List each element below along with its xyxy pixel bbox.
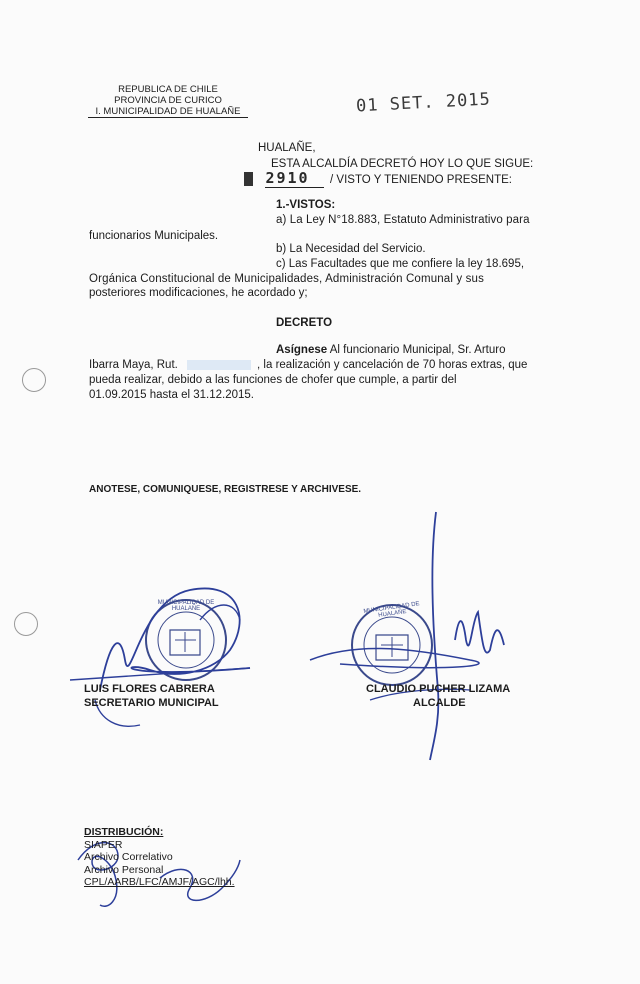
right-signer-name: CLAUDIO PUCHER LIZAMA (366, 683, 511, 695)
distribution-heading: DISTRIBUCIÓN: (84, 826, 164, 838)
visto-b: b) La Necesidad del Servicio. (276, 243, 426, 255)
decreto-line4: 01.09.2015 hasta el 31.12.2015. (89, 389, 254, 401)
right-seal-label: MUNICIPALIDAD DE HUALAÑE (363, 601, 421, 619)
decreto-heading: DECRETO (276, 317, 333, 329)
redacted-rut (187, 360, 251, 370)
left-signer-name: LUIS FLORES CABRERA (84, 683, 215, 695)
decreto-line2-b: , la realización y cancelación de 70 horas extras, que (257, 359, 528, 371)
decree-number-mark (244, 172, 253, 186)
punch-hole-bottom (14, 612, 38, 636)
asignese-word: Asígnese (276, 344, 328, 356)
distribution-item: CPL/AARB/LFC/AMJF/AGC/lhh. (84, 876, 235, 888)
distribution-block (84, 826, 235, 889)
visto-a: a) La Ley N°18.883, Estatuto Administrativo para (276, 214, 530, 226)
decreto-line3: pueda realizar, debido a las funciones de chofer que cumple, a partir del (89, 374, 457, 386)
punch-hole-top (22, 368, 46, 392)
letterhead-municipality: I. MUNICIPALIDAD DE HUALAÑE (88, 106, 248, 118)
distribution-item: Archivo Personal (84, 863, 164, 876)
decree-number: 2910 (265, 169, 323, 188)
decree-statement: ESTA ALCALDÍA DECRETÓ HOY LO QUE SIGUE: (271, 158, 534, 170)
left-seal (146, 600, 226, 680)
place-name: HUALAÑE, (258, 142, 316, 154)
visto-c-line3: posteriores modificaciones, he acordado y; (89, 287, 308, 299)
visto-c: c) Las Facultades que me confiere la ley 18.695, (276, 258, 525, 270)
right-signer-title: ALCALDE (413, 697, 466, 709)
decree-number-row (244, 169, 512, 188)
left-signer-title: SECRETARIO MUNICIPAL (84, 697, 219, 709)
letterhead-province: PROVINCIA DE CURICO (114, 95, 222, 106)
distribution-item: SIAPER (84, 838, 123, 851)
decreto-line2-a: Ibarra Maya, Rut. (89, 359, 178, 371)
letterhead-country: REPUBLICA DE CHILE (118, 84, 218, 95)
vistos-heading: 1.-VISTOS: (276, 199, 336, 211)
left-seal-label: MUNICIPALIDAD DE HUALAÑE (157, 600, 215, 612)
closing-formula: ANOTESE, COMUNIQUESE, REGISTRESE Y ARCHIVESE. (89, 484, 362, 495)
decreto-line1-text: Al funcionario Municipal, Sr. Arturo (329, 344, 506, 356)
visto-label: / VISTO Y TENIENDO PRESENTE: (330, 174, 512, 186)
letterhead (88, 84, 248, 118)
distribution-item: Archivo Correlativo (84, 851, 173, 863)
right-signature-stroke (430, 512, 438, 760)
visto-c-line2: Orgánica Constitucional de Municipalidades, Administración Comunal y sus (89, 273, 484, 285)
decreto-line1 (276, 343, 505, 357)
visto-a-end: funcionarios Municipales. (89, 230, 219, 242)
date-stamp: 01 SET. 2015 (355, 89, 492, 117)
decreto-line2 (89, 358, 527, 372)
